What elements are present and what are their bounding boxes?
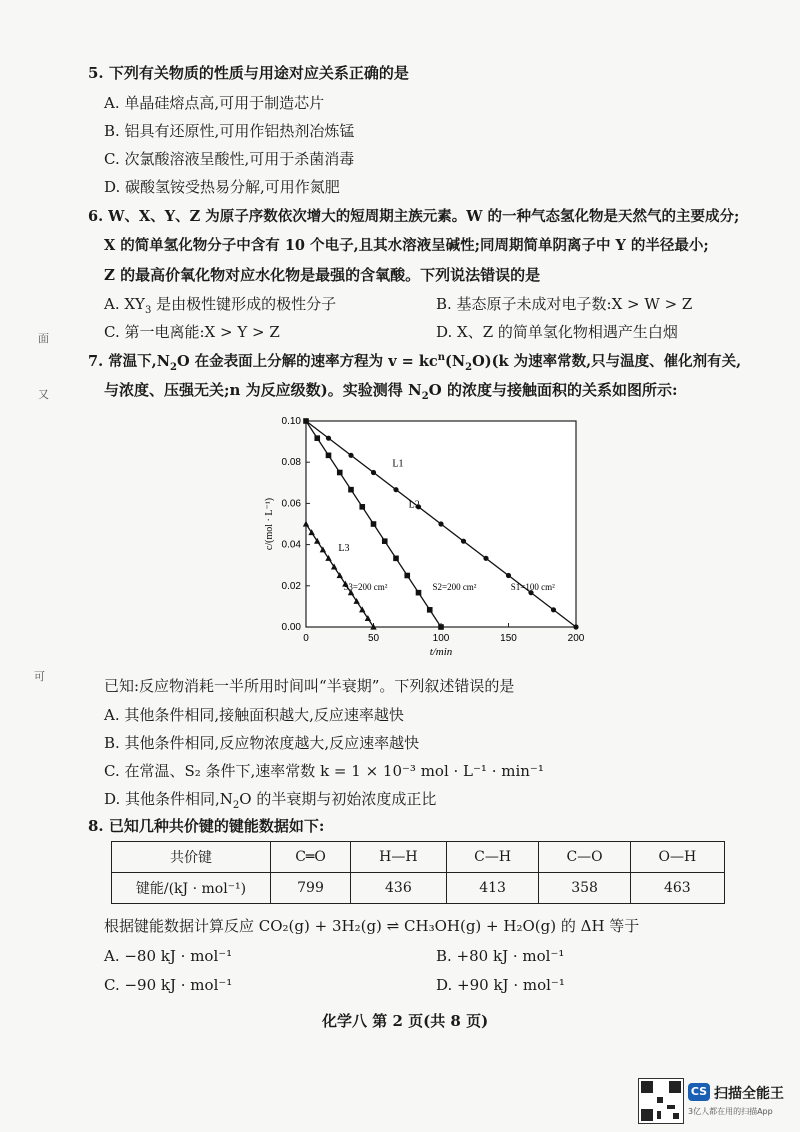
y-tick-label: 0.08 bbox=[281, 457, 301, 469]
table-header-cell: C—O bbox=[539, 842, 630, 873]
margin-mark-2: 又 bbox=[38, 388, 49, 401]
table-row-label: 键能/(kJ · mol⁻¹) bbox=[112, 873, 271, 904]
q5-option-a: A. 单晶硅熔点高,可用于制造芯片 bbox=[104, 94, 325, 112]
scanner-tagline: 3亿人都在用的扫描App bbox=[688, 1107, 773, 1116]
table-cell: 799 bbox=[271, 873, 351, 904]
q6-option-a-post: 是由极性键形成的极性分子 bbox=[151, 295, 337, 313]
q7-od-b: O 的半衰期与初始浓度成正比 bbox=[239, 790, 437, 808]
q8-stem: 8. 已知几种共价键的键能数据如下: bbox=[88, 817, 325, 835]
x-tick-label: 200 bbox=[567, 633, 585, 644]
x-tick-label: 150 bbox=[500, 633, 517, 644]
data-point-l1 bbox=[551, 607, 556, 612]
data-point-l2 bbox=[314, 435, 320, 441]
q7-option-d bbox=[104, 789, 436, 809]
data-point-l1 bbox=[483, 556, 488, 561]
q8-option-b: B. +80 kJ · mol⁻¹ bbox=[436, 947, 565, 965]
q5-stem: 5. 下列有关物质的性质与用途对应关系正确的是 bbox=[88, 64, 409, 82]
q8-option-a: A. −80 kJ · mol⁻¹ bbox=[104, 947, 233, 965]
area-label-l2: S2=200 cm² bbox=[432, 581, 477, 592]
y-tick-label: 0.04 bbox=[281, 539, 301, 551]
data-point-l2 bbox=[404, 573, 410, 579]
q7-od-sub: 2 bbox=[232, 800, 240, 811]
data-point-l2 bbox=[427, 607, 433, 613]
data-point-l1 bbox=[461, 539, 466, 544]
data-point-l2 bbox=[359, 504, 365, 510]
table-header-row bbox=[112, 842, 725, 873]
q6-stem-line-2: X 的简单氢化物分子中含有 10 个电子,且其水溶液呈碱性;同周期简单阴离子中 Y 的半径最小; bbox=[104, 237, 709, 254]
data-point-l2 bbox=[382, 538, 388, 544]
data-point-l1 bbox=[506, 573, 511, 578]
data-point-l2 bbox=[371, 521, 377, 527]
data-point-l1 bbox=[438, 521, 443, 526]
q7-od-a: D. 其他条件相同,N bbox=[104, 790, 233, 808]
table-header-cell: O—H bbox=[630, 842, 724, 873]
x-tick-label: 0 bbox=[303, 633, 309, 644]
y-tick-label: 0.06 bbox=[281, 498, 301, 510]
q7-l1-a: 7. 常温下,N bbox=[88, 353, 170, 370]
q7-option-b: B. 其他条件相同,反应物浓度越大,反应速率越快 bbox=[104, 734, 420, 752]
margin-mark-3: 可 bbox=[34, 670, 45, 683]
q6-option-a-pre: A. XY bbox=[104, 295, 145, 313]
data-point-l1 bbox=[573, 624, 578, 629]
concentration-chart bbox=[262, 405, 585, 667]
bond-energy-table bbox=[111, 841, 725, 904]
q7-option-c: C. 在常温、S₂ 条件下,速率常数 k = 1 × 10⁻³ mol · L⁻¹ · min⁻¹ bbox=[104, 762, 544, 780]
chart-svg bbox=[262, 405, 585, 667]
q7-l1-sub2: 2 bbox=[465, 361, 473, 373]
area-label-l1: S1=100 cm² bbox=[510, 581, 555, 592]
data-point-l1 bbox=[348, 453, 353, 458]
q6-option-c: C. 第一电离能:X > Y > Z bbox=[104, 323, 280, 341]
q5-option-c: C. 次氯酸溶液呈酸性,可用于杀菌消毒 bbox=[104, 150, 355, 168]
series-label-l2: L2 bbox=[408, 499, 420, 511]
q5-option-d: D. 碳酸氢铵受热易分解,可用作氮肥 bbox=[104, 178, 340, 196]
q7-l1-b: O 在金表面上分解的速率方程为 v = kc bbox=[176, 353, 438, 370]
table-row bbox=[112, 873, 725, 904]
table-cell: 358 bbox=[539, 873, 630, 904]
q6-option-a-sub: 3 bbox=[144, 305, 152, 316]
x-axis-label: t/min bbox=[429, 646, 453, 658]
y-tick-label: 0.10 bbox=[281, 416, 301, 427]
q7-stem-line-1 bbox=[88, 352, 741, 372]
q8-option-d: D. +90 kJ · mol⁻¹ bbox=[436, 976, 565, 994]
q7-l2-sub: 2 bbox=[421, 391, 429, 402]
data-point-l1 bbox=[326, 436, 331, 441]
q7-l1-sup: n bbox=[437, 352, 446, 364]
y-tick-label: 0.02 bbox=[281, 580, 301, 592]
y-axis-label: c/(mol · L⁻¹) bbox=[264, 497, 275, 551]
table-header-cell: C—H bbox=[446, 842, 539, 873]
q5-option-b: B. 铝具有还原性,可用作铝热剂冶炼锰 bbox=[104, 122, 355, 140]
margin-mark-1: 面 bbox=[38, 332, 49, 345]
q8-option-c: C. −90 kJ · mol⁻¹ bbox=[104, 976, 233, 994]
series-label-l3: L3 bbox=[338, 542, 350, 554]
q8-question: 根据键能数据计算反应 CO₂(g) + 3H₂(g) ⇌ CH₃OH(g) + H₂O(g) 的 ΔH 等于 bbox=[104, 917, 640, 935]
q7-l1-sub: 2 bbox=[170, 361, 177, 373]
q7-l1-d: O)(k 为速率常数,只与温度、催化剂有关, bbox=[472, 353, 742, 370]
area-label-l3: S3=200 cm² bbox=[343, 581, 388, 592]
q6-stem-line-3: Z 的最高价氧化物对应水化物是最强的含氧酸。下列说法错误的是 bbox=[104, 266, 541, 284]
table-header-cell: C═O bbox=[271, 842, 351, 873]
data-point-l2 bbox=[326, 453, 332, 459]
x-tick-label: 50 bbox=[367, 633, 380, 644]
q7-stem-line-2 bbox=[104, 380, 678, 400]
data-point-l2 bbox=[416, 590, 422, 596]
table-cell: 413 bbox=[446, 873, 539, 904]
data-point-l1 bbox=[371, 470, 376, 475]
q7-l2-a: 与浓度、压强无关;n 为反应级数)。实验测得 N bbox=[104, 381, 422, 399]
camscanner-logo-icon: CS bbox=[688, 1083, 710, 1101]
data-point-l2 bbox=[438, 624, 444, 630]
qr-code-icon bbox=[638, 1078, 684, 1124]
q6-option-a bbox=[104, 294, 336, 314]
x-tick-label: 100 bbox=[432, 633, 450, 644]
data-point-l2 bbox=[303, 418, 309, 424]
q6-option-b: B. 基态原子未成对电子数:X > W > Z bbox=[436, 295, 693, 313]
page-footer: 化学八 第 2 页(共 8 页) bbox=[322, 1012, 489, 1030]
data-point-l2 bbox=[393, 556, 399, 562]
data-point-l2 bbox=[348, 487, 354, 493]
data-point-l2 bbox=[337, 470, 343, 476]
q7-l1-c: (N bbox=[445, 353, 466, 370]
table-cell: 436 bbox=[351, 873, 447, 904]
q6-option-d: D. X、Z 的简单氢化物相遇产生白烟 bbox=[436, 323, 678, 341]
table-header-cell: 共价键 bbox=[112, 842, 271, 873]
q7-l2-b: O 的浓度与接触面积的关系如图所示: bbox=[428, 381, 678, 399]
series-label-l1: L1 bbox=[392, 458, 404, 470]
q7-option-a: A. 其他条件相同,接触面积越大,反应速率越快 bbox=[104, 706, 404, 724]
q6-stem-line-1: 6. W、X、Y、Z 为原子序数依次增大的短周期主族元素。W 的一种气态氢化物是天然气的主要成分; bbox=[88, 208, 740, 225]
table-cell: 463 bbox=[630, 873, 724, 904]
table-header-cell: H—H bbox=[351, 842, 447, 873]
scanner-name: 扫描全能王 bbox=[714, 1086, 784, 1102]
q7-known: 已知:反应物消耗一半所用时间叫“半衰期”。下列叙述错误的是 bbox=[104, 677, 515, 695]
data-point-l1 bbox=[393, 487, 398, 492]
y-tick-label: 0.00 bbox=[281, 622, 301, 633]
